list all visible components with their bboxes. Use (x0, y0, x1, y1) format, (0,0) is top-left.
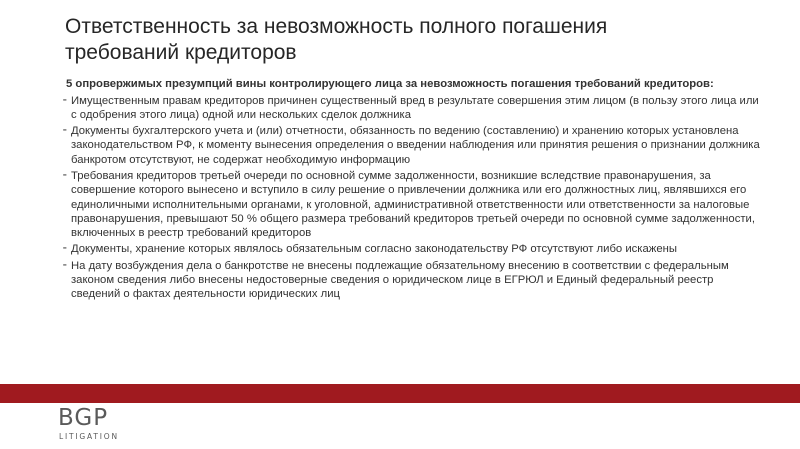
subheading: 5 опровержимых презумпций вины контролирующего лица за невозможность погашения требований кредиторов: (66, 78, 714, 90)
list-item-text: Требования кредиторов третьей очереди по основной сумме задолженности, возникшие вследствие правонарушения, за совершение которого вынесено и вступило в силу решение о привлечении должника или его должностных лиц, являвшихся его единоличными исполнительными органами, к уголовной, административной ответственности или ответственности за налоговые правонарушения, превышают 50 % общего размера требований кредиторов третьей очереди по основной сумме задолженности, включенных в реестр требований кредиторов (71, 169, 755, 240)
list-item (62, 124, 762, 167)
presumption-list (62, 94, 762, 302)
bullet-marker: ⁃ (62, 243, 68, 256)
list-item-text: Имущественным правам кредиторов причинен существенный вред в результате совершения этим лицом (в пользу этого лица или с одобрения этого лица) одной или нескольких сделок должника (71, 94, 759, 121)
list-item (62, 169, 762, 240)
bullet-marker: ⁃ (62, 169, 68, 182)
bullet-marker: ⁃ (62, 125, 68, 138)
footer-band (0, 384, 800, 403)
slide-content (62, 77, 762, 384)
list-item (62, 94, 762, 123)
list-item (62, 242, 762, 256)
bullet-marker: ⁃ (62, 259, 68, 272)
slide-title-line-1: Ответственность за невозможность полного погашения (65, 15, 608, 38)
logo-sub-text: LITIGATION (59, 432, 119, 441)
list-item-text: Документы бухгалтерского учета и (или) отчетности, обязанность по ведению (составлению) и хранению которых установлена законодательством РФ, к моменту вынесения определения о введении наблюдения или принятия решения о признании должника банкротом отсутствуют, не содержат необходимую информацию (71, 125, 760, 166)
slide-title (65, 14, 765, 66)
list-item-text: Документы, хранение которых являлось обязательным согласно законодательству РФ отсутствуют либо искажены (71, 243, 677, 256)
slide-title-line-2: требований кредиторов (65, 41, 297, 64)
company-logo (58, 406, 138, 446)
list-item (62, 259, 762, 302)
bullet-marker: ⁃ (62, 94, 68, 107)
list-item-text: На дату возбуждения дела о банкротстве не внесены подлежащие обязательному внесению в соответствии с федеральным законом сведения либо внесены недостоверные сведения о юридическом лице в ЕГРЮЛ и Единый федеральный реестр сведений о фактах деятельности юридических лиц (71, 259, 729, 301)
logo-main-text: BGP (58, 405, 109, 431)
